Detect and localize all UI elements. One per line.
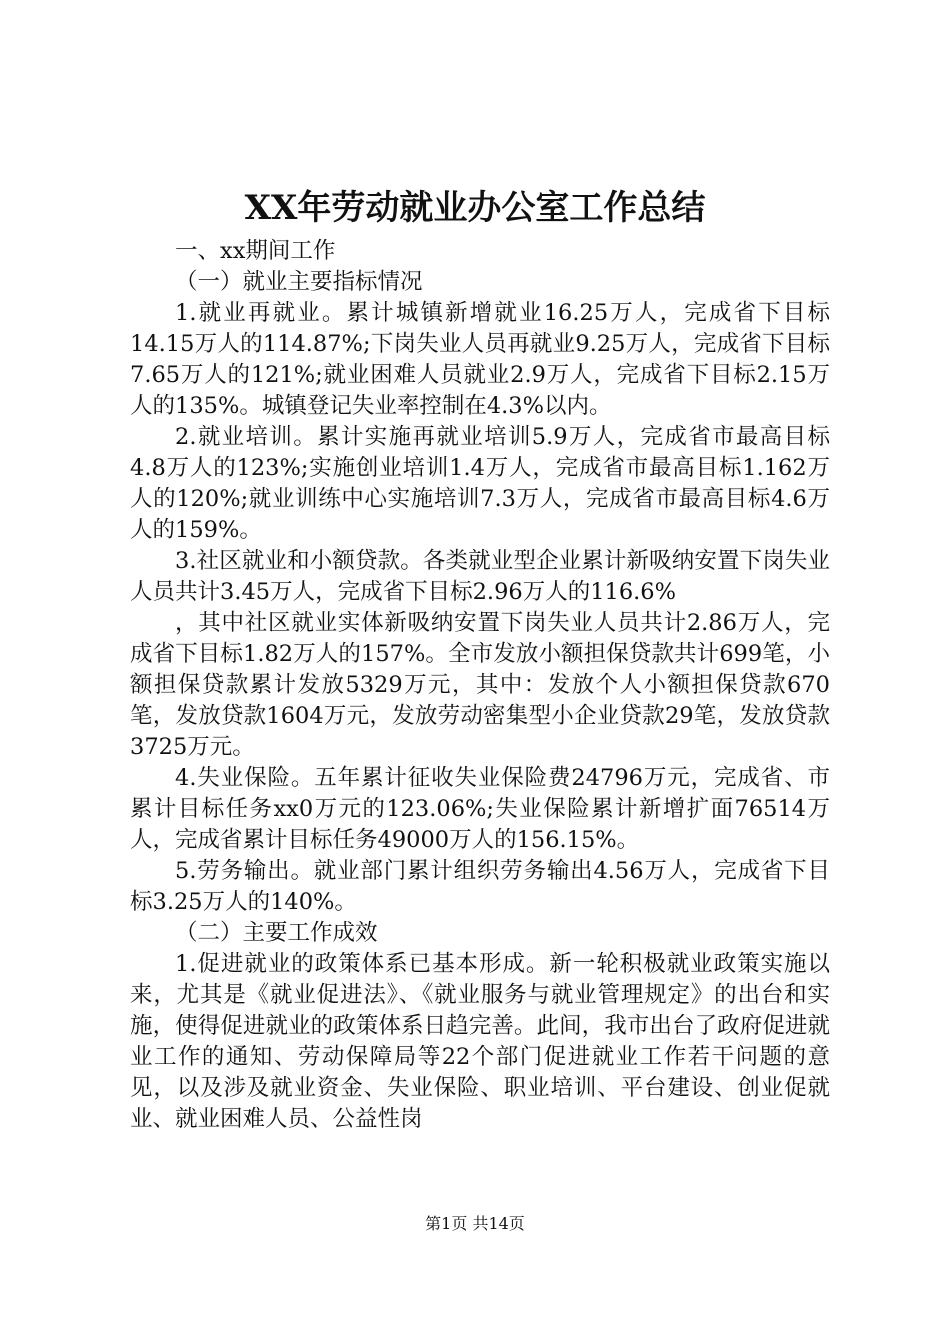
paragraph-employment: 1.就业再就业。累计城镇新增就业16.25万人，完成省下目标14.15万人的114.87%;下岗失业人员再就业9.25万人，完成省下目标7.65万人的121%;就业困难人员就业2.9万人，完成省下目标2.15万人的135%。城镇登记失业率控制在4.3%以内。	[130, 300, 830, 419]
paragraph-community-loans-cont: ，其中社区就业实体新吸纳安置下岗失业人员共计2.86万人，完成省下目标1.82万人的157%。全市发放小额担保贷款共计699笔，小额担保贷款累计发放5329万元，其中：发放个人小额担保贷款670笔，发放贷款1604万元，发放劳动密集型小企业贷款29笔，发放贷款3725万元。	[130, 610, 830, 760]
section-heading-1: 一、xx期间工作	[175, 238, 336, 264]
document-body	[130, 236, 830, 1135]
subsection-heading-2: （二）主要工作成效	[175, 920, 378, 946]
paragraph-unemployment-insurance: 4.失业保险。五年累计征收失业保险费24796万元，完成省、市累计目标任务xx0万元的123.06%;失业保险累计新增扩面76514万人，完成省累计目标任务49000万人的156.15%。	[130, 765, 830, 853]
paragraph-training: 2.就业培训。累计实施再就业培训5.9万人，完成省市最高目标4.8万人的123%;实施创业培训1.4万人，完成省市最高目标1.162万人的120%;就业训练中心实施培训7.3万人，完成省市最高目标4.6万人的159%。	[130, 424, 830, 543]
document-title: XX年劳动就业办公室工作总结	[244, 188, 706, 228]
paragraph-labor-export: 5.劳务输出。就业部门累计组织劳务输出4.56万人，完成省下目标3.25万人的140%。	[130, 858, 830, 915]
paragraph-policy-system: 1.促进就业的政策体系已基本形成。新一轮积极就业政策实施以来，尤其是《就业促进法》、《就业服务与就业管理规定》的出台和实施，使得促进就业的政策体系日趋完善。此间，我市出台了政府促进就业工作的通知、劳动保障局等22个部门促进就业工作若干问题的意见，以及涉及就业资金、失业保险、职业培训、平台建设、创业促就业、就业困难人员、公益性岗	[130, 951, 830, 1132]
paragraph-community-loans: 3.社区就业和小额贷款。各类就业型企业累计新吸纳安置下岗失业人员共计3.45万人，完成省下目标2.96万人的116.6%	[130, 548, 830, 605]
subsection-heading-1: （一）就业主要指标情况	[175, 269, 423, 295]
page-number: 第1页 共14页	[425, 1214, 525, 1233]
